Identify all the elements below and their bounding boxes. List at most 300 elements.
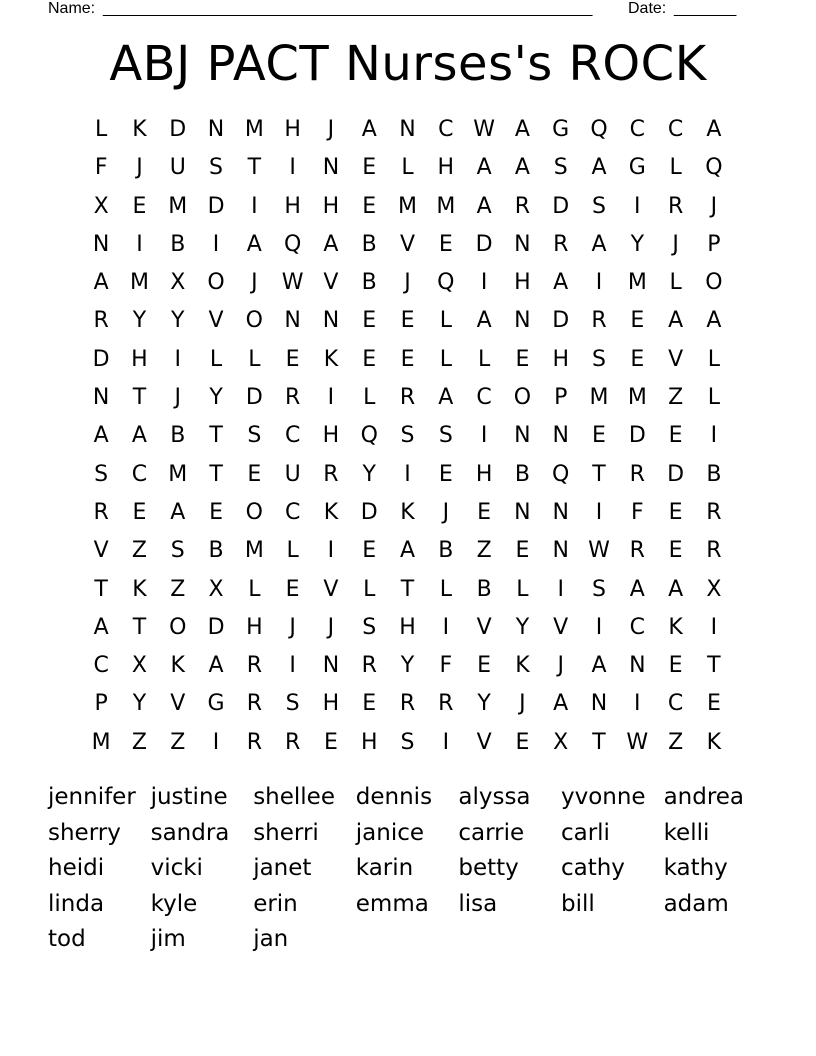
word-list-row (48, 921, 768, 957)
grid-letter: H (437, 155, 455, 181)
grid-letter: R (246, 691, 262, 717)
grid-letter: A (706, 117, 722, 142)
grid-letter: B (361, 231, 377, 257)
grid-letter: V (668, 346, 684, 372)
grid-letter: R (591, 308, 607, 334)
grid-letter: D (245, 385, 263, 411)
grid-row (82, 418, 734, 456)
grid-letter: B (706, 461, 722, 487)
grid-letter: T (94, 576, 108, 602)
grid-letter: E (132, 499, 147, 525)
grid-letter: L (248, 346, 261, 372)
grid-letter: Z (476, 538, 492, 564)
grid-letter: R (706, 499, 722, 525)
grid-letter: E (285, 576, 300, 602)
grid-letter: Y (362, 461, 376, 487)
grid-letter: S (553, 155, 568, 181)
grid-letter: A (668, 308, 684, 334)
grid-letter: E (438, 231, 453, 257)
word-list-item: jennifer (48, 784, 136, 810)
grid-letter: G (552, 117, 570, 142)
grid-letter: K (323, 499, 339, 525)
grid-letter: O (207, 270, 225, 296)
grid-letter: J (174, 385, 181, 411)
grid-letter: P (554, 385, 568, 411)
grid-letter: E (362, 346, 377, 372)
grid-letter: N (322, 653, 340, 679)
grid-letter: S (592, 193, 606, 219)
grid-letter: E (438, 461, 453, 487)
name-field-line: _______________________________________________________ (103, 0, 593, 17)
grid-letter: A (399, 538, 416, 564)
grid-letter: N (590, 691, 608, 717)
grid-letter: H (322, 193, 340, 219)
grid-letter: A (476, 308, 492, 334)
grid-letter: L (363, 576, 376, 602)
grid-letter: D (475, 231, 493, 257)
grid-letter: O (245, 499, 263, 525)
grid-letter: X (208, 576, 224, 602)
letter-grid (82, 112, 734, 763)
grid-letter: V (93, 538, 109, 564)
grid-letter: E (362, 691, 377, 717)
word-list-item: erin (253, 890, 298, 917)
grid-letter: K (706, 729, 722, 755)
grid-row (82, 457, 734, 495)
grid-letter: J (557, 653, 564, 679)
grid-letter: T (592, 729, 606, 755)
grid-letter: C (284, 499, 301, 525)
grid-letter: J (327, 117, 335, 142)
page-title: ABJ PACT Nurses's ROCK (109, 36, 707, 92)
grid-letter: I (289, 653, 296, 679)
word-list-item: shellee (253, 784, 335, 810)
grid-letter: I (634, 193, 641, 219)
word-list-item: dennis (355, 784, 433, 810)
grid-letter: A (591, 653, 607, 679)
grid-letter: S (94, 461, 109, 487)
word-list-item: jan (253, 926, 289, 952)
grid-letter: N (322, 155, 340, 181)
grid-letter: N (552, 538, 569, 564)
grid-letter: K (323, 346, 339, 372)
grid-letter: Q (552, 461, 570, 487)
grid-letter: Z (668, 729, 684, 755)
word-list-item: sherri (253, 819, 319, 846)
grid-letter: I (595, 270, 603, 296)
grid-letter: V (323, 270, 339, 296)
grid-letter: A (553, 270, 569, 296)
grid-letter: F (630, 499, 644, 525)
grid-letter: E (400, 308, 415, 334)
grid-letter: E (515, 729, 530, 755)
grid-letter: L (477, 346, 491, 372)
grid-letter: L (516, 576, 529, 602)
grid-letter: O (245, 308, 263, 334)
grid-letter: R (553, 231, 569, 257)
grid-letter: X (706, 576, 722, 602)
word-list-item: sherry (48, 819, 121, 846)
grid-letter: E (362, 193, 377, 219)
grid-letter: D (169, 117, 187, 142)
grid-letter: Y (171, 308, 185, 334)
grid-letter: E (515, 538, 530, 564)
grid-letter: S (247, 423, 262, 449)
grid-letter: N (514, 423, 531, 449)
grid-letter: K (668, 614, 683, 640)
grid-letter: H (322, 423, 340, 449)
grid-letter: S (438, 423, 453, 449)
grid-letter: L (209, 346, 223, 372)
word-list-item: heidi (48, 855, 105, 881)
grid-row (82, 265, 734, 303)
word-list-item: cathy (560, 855, 625, 881)
grid-letter: M (589, 385, 609, 411)
word-list-item: carrie (458, 819, 525, 846)
grid-letter: R (93, 499, 109, 525)
grid-letter: K (515, 653, 530, 679)
grid-letter: B (514, 461, 530, 487)
grid-letter: T (247, 155, 262, 181)
grid-letter: W (588, 538, 610, 564)
grid-letter: V (399, 231, 416, 257)
word-list-item: tod (48, 926, 86, 952)
grid-letter: A (323, 231, 339, 257)
grid-letter: A (476, 193, 492, 219)
word-list-item: adam (663, 890, 729, 917)
grid-letter: A (553, 691, 569, 717)
grid-letter: Z (131, 538, 147, 564)
grid-letter: J (136, 155, 143, 181)
grid-letter: M (244, 538, 264, 564)
grid-letter: I (442, 614, 450, 640)
grid-letter: R (284, 729, 301, 755)
grid-letter: V (553, 614, 569, 640)
grid-letter: A (170, 499, 186, 525)
grid-letter: J (289, 614, 296, 640)
grid-letter: D (667, 461, 685, 487)
grid-row (82, 150, 734, 188)
grid-letter: O (705, 270, 723, 296)
word-list-item: emma (355, 890, 429, 917)
grid-letter: D (552, 308, 570, 334)
grid-row (82, 112, 734, 150)
grid-letter: C (284, 423, 301, 449)
grid-letter: A (668, 576, 684, 602)
grid-letter: I (710, 614, 718, 640)
grid-row (82, 648, 734, 686)
word-list-item: alyssa (458, 784, 531, 810)
grid-letter: Z (170, 729, 186, 755)
grid-letter: L (707, 385, 721, 411)
grid-letter: P (94, 691, 108, 717)
grid-letter: J (519, 691, 526, 717)
grid-letter: E (668, 538, 683, 564)
grid-letter: M (244, 117, 264, 142)
grid-letter: Y (132, 308, 147, 334)
grid-letter: B (438, 538, 454, 564)
grid-letter: D (207, 614, 225, 640)
grid-row (82, 533, 734, 571)
grid-letter: M (627, 270, 647, 296)
grid-letter: Z (131, 729, 147, 755)
grid-letter: Q (705, 155, 723, 181)
grid-letter: A (706, 308, 722, 334)
word-list-row (48, 779, 768, 815)
grid-letter: W (626, 729, 649, 755)
grid-letter: N (92, 385, 110, 411)
grid-letter: E (668, 499, 683, 525)
word-list-item: yvonne (560, 784, 646, 810)
grid-letter: Z (170, 576, 186, 602)
grid-letter: I (136, 231, 143, 257)
grid-letter: S (592, 576, 606, 602)
grid-letter: Y (400, 653, 415, 679)
grid-letter: E (362, 155, 377, 181)
grid-letter: T (132, 385, 147, 411)
grid-letter: L (439, 346, 452, 372)
grid-letter: A (93, 423, 109, 449)
grid-letter: R (246, 729, 262, 755)
grid-letter: C (629, 117, 645, 142)
word-list-item: janice (355, 819, 425, 846)
grid-letter: I (404, 461, 411, 487)
grid-letter: E (630, 346, 645, 372)
grid-letter: Y (477, 691, 491, 717)
grid-letter: R (629, 538, 645, 564)
grid-letter: L (669, 270, 682, 296)
grid-letter: B (170, 423, 186, 449)
grid-letter: A (131, 423, 147, 449)
grid-letter: G (207, 691, 225, 717)
grid-letter: N (207, 117, 225, 142)
grid-letter: B (361, 270, 377, 296)
grid-letter: N (629, 653, 646, 679)
grid-letter: E (132, 193, 147, 219)
grid-letter: D (92, 346, 110, 372)
word-list-item: kathy (663, 855, 728, 881)
grid-letter: H (475, 461, 493, 487)
grid-letter: W (473, 117, 495, 142)
grid-letter: F (94, 155, 108, 181)
grid-letter: U (284, 461, 301, 487)
grid-letter: E (706, 691, 721, 717)
grid-letter: N (514, 308, 531, 334)
grid-letter: K (132, 117, 147, 142)
grid-letter: N (514, 499, 531, 525)
grid-row (82, 686, 734, 724)
grid-letter: V (170, 691, 186, 717)
grid-letter: V (476, 614, 492, 640)
grid-letter: Q (283, 231, 302, 257)
grid-letter: C (629, 614, 645, 640)
grid-letter: N (514, 231, 531, 257)
grid-letter: L (439, 576, 452, 602)
grid-letter: R (361, 653, 377, 679)
word-list-row (48, 815, 768, 851)
grid-letter: E (323, 729, 338, 755)
grid-letter: L (401, 155, 414, 181)
word-list-item: kyle (150, 890, 198, 917)
grid-letter: A (591, 155, 607, 181)
grid-row (82, 303, 734, 341)
grid-letter: B (170, 231, 186, 257)
grid-letter: E (362, 538, 377, 564)
grid-letter: I (327, 385, 335, 411)
word-list (48, 779, 768, 957)
grid-letter: E (668, 653, 683, 679)
grid-letter: A (93, 270, 109, 296)
grid-letter: A (591, 231, 607, 257)
grid-letter: I (251, 193, 258, 219)
name-label: Name: (48, 0, 96, 17)
word-list-item: linda (48, 890, 105, 917)
grid-letter: C (438, 117, 454, 142)
grid-letter: T (132, 614, 147, 640)
grid-letter: D (552, 193, 570, 219)
grid-letter: A (438, 385, 454, 411)
grid-letter: K (132, 576, 147, 602)
grid-letter: N (399, 117, 416, 142)
grid-letter: E (592, 423, 606, 449)
grid-letter: P (707, 231, 721, 257)
header-line (48, 0, 748, 20)
grid-letter: D (360, 499, 378, 525)
grid-letter: C (667, 117, 684, 142)
grid-letter: E (400, 346, 415, 372)
grid-letter: K (170, 653, 185, 679)
grid-letter: I (595, 614, 603, 640)
grid-letter: X (553, 729, 569, 755)
grid-letter: D (628, 423, 646, 449)
grid-letter: D (207, 193, 225, 219)
word-list-row (48, 850, 768, 886)
grid-letter: T (209, 461, 223, 487)
grid-letter: R (323, 461, 339, 487)
grid-letter: R (399, 385, 416, 411)
grid-row (82, 342, 734, 380)
grid-letter: M (168, 461, 188, 487)
grid-row (82, 572, 734, 610)
grid-letter: N (322, 308, 340, 334)
grid-letter: R (514, 193, 531, 219)
grid-letter: C (131, 461, 148, 487)
word-list-item: janet (253, 855, 312, 881)
grid-letter: T (400, 576, 415, 602)
grid-letter: I (480, 270, 488, 296)
grid-letter: I (289, 155, 296, 181)
word-list-item: andrea (663, 784, 745, 810)
grid-letter: T (209, 423, 223, 449)
grid-letter: R (667, 193, 684, 219)
word-list-item: sandra (150, 819, 230, 846)
grid-letter: B (208, 538, 224, 564)
grid-letter: K (400, 499, 415, 525)
grid-letter: I (442, 729, 450, 755)
grid-letter: Y (630, 231, 645, 257)
grid-letter: A (246, 231, 262, 257)
grid-letter: N (284, 308, 301, 334)
grid-letter: T (707, 653, 721, 679)
grid-letter: A (208, 653, 224, 679)
grid-letter: L (707, 346, 721, 372)
grid-letter: S (592, 346, 606, 372)
grid-letter: S (400, 729, 415, 755)
grid-letter: Q (590, 117, 608, 142)
grid-letter: U (169, 155, 186, 181)
grid-letter: J (442, 499, 450, 525)
grid-letter: S (209, 155, 224, 181)
word-list-row (48, 886, 768, 922)
grid-letter: S (285, 691, 300, 717)
grid-letter: C (476, 385, 492, 411)
grid-letter: W (281, 270, 304, 296)
grid-letter: I (710, 423, 718, 449)
grid-letter: J (251, 270, 258, 296)
grid-letter: I (212, 729, 220, 755)
grid-letter: I (557, 576, 564, 602)
grid-letter: H (131, 346, 148, 372)
grid-letter: H (360, 729, 378, 755)
grid-letter: L (286, 538, 299, 564)
grid-letter: Y (132, 691, 147, 717)
word-list-item: betty (458, 855, 519, 881)
grid-letter: L (95, 117, 108, 142)
grid-letter: A (93, 614, 109, 640)
grid-letter: R (246, 653, 262, 679)
grid-row (82, 227, 734, 265)
date-label: Date: (628, 0, 667, 17)
grid-letter: O (169, 614, 187, 640)
grid-letter: M (436, 193, 456, 219)
grid-letter: H (284, 193, 301, 219)
grid-letter: B (476, 576, 492, 602)
grid-letter: L (363, 385, 376, 411)
grid-letter: E (209, 499, 223, 525)
grid-letter: N (92, 231, 110, 257)
grid-letter: A (629, 576, 645, 602)
grid-letter: Q (437, 270, 455, 296)
word-list-item: karin (355, 855, 414, 881)
grid-letter: H (514, 270, 531, 296)
grid-letter: M (129, 270, 149, 296)
grid-letter: V (208, 308, 224, 334)
grid-letter: H (552, 346, 569, 372)
word-list-item: lisa (458, 890, 498, 917)
grid-letter: M (168, 193, 188, 219)
grid-letter: S (170, 538, 185, 564)
grid-row (82, 495, 734, 533)
grid-letter: I (327, 538, 335, 564)
grid-letter: J (327, 614, 335, 640)
grid-letter: L (669, 155, 682, 181)
grid-row (82, 380, 734, 418)
grid-letter: H (399, 614, 416, 640)
grid-letter: R (629, 461, 645, 487)
word-list-item: vicki (150, 855, 203, 881)
grid-letter: X (93, 193, 109, 219)
word-list-item: jim (150, 926, 186, 952)
grid-letter: I (595, 499, 603, 525)
grid-row (82, 725, 734, 763)
grid-letter: H (284, 117, 301, 142)
grid-letter: V (476, 729, 492, 755)
word-list-item: justine (150, 784, 228, 810)
grid-letter: M (91, 729, 111, 755)
grid-letter: R (399, 691, 416, 717)
grid-letter: L (248, 576, 261, 602)
grid-letter: E (477, 653, 492, 679)
